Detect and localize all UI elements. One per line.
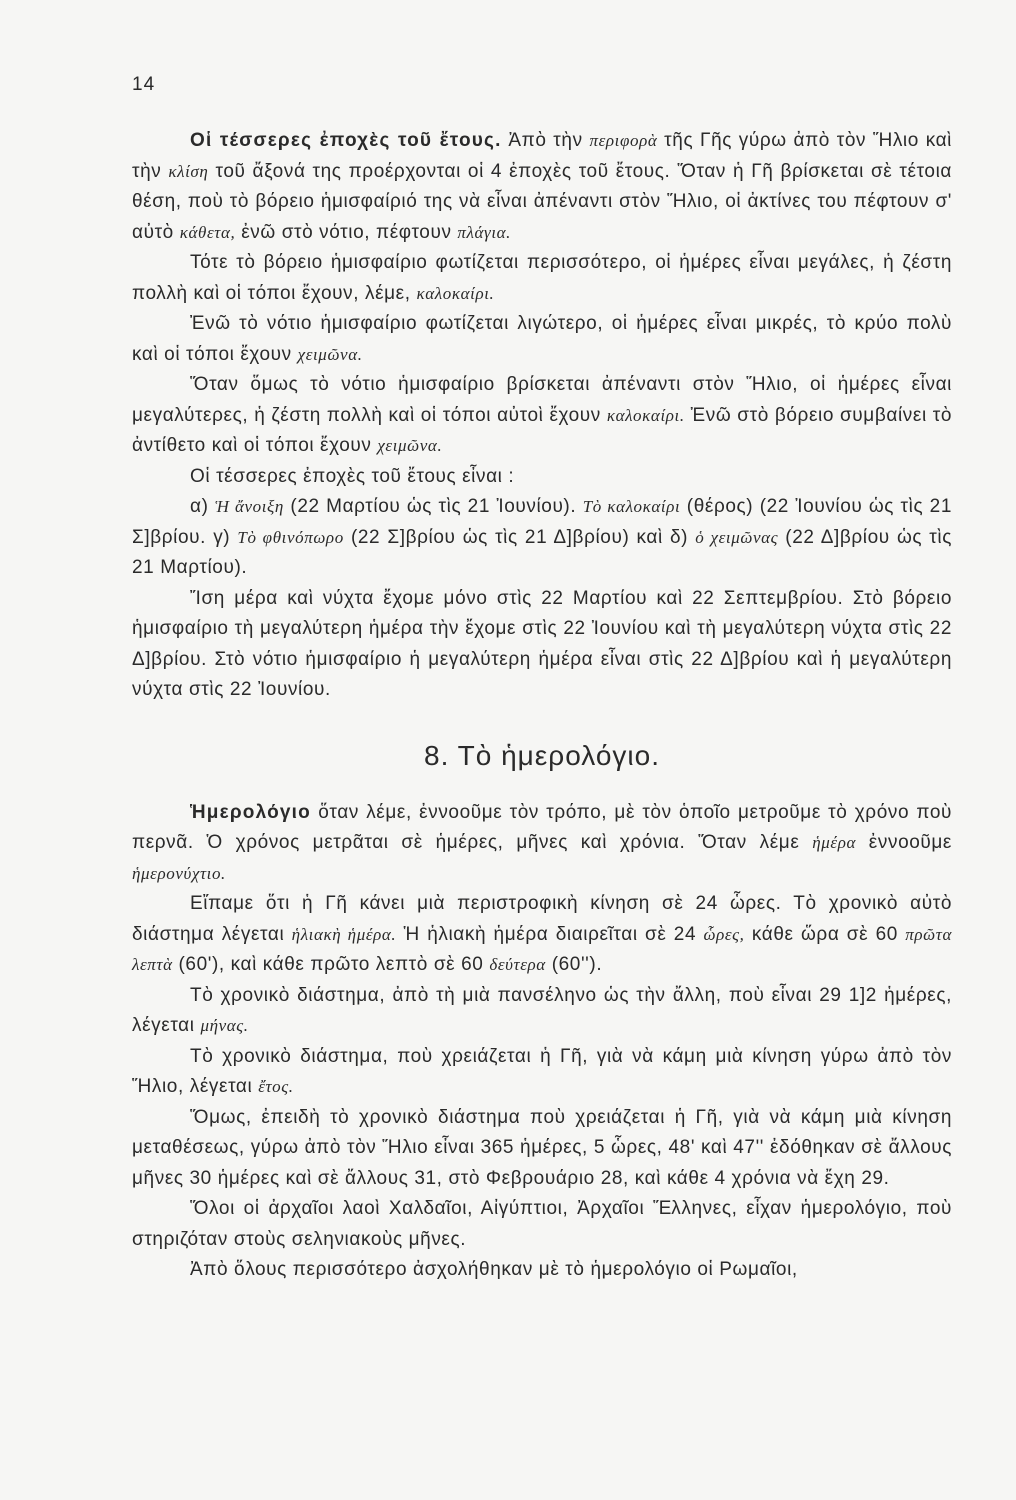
- paragraph-seasons-intro: [132, 126, 952, 248]
- run: (22 Δ]βρίου ὡς τὶς 21 Μαρτίου).: [132, 526, 952, 578]
- run: τῆς Γῆς γύρω ἀπὸ τὸν Ἥλιο καὶ τὴν: [132, 130, 952, 182]
- run-italic: Τὸ φθινόπωρο: [237, 527, 344, 547]
- run-italic: χειμῶνα.: [377, 436, 443, 455]
- paragraph-opposite: [132, 370, 952, 462]
- paragraph-calendar-def: [132, 798, 952, 890]
- run: ἐννοοῦμε: [855, 832, 953, 853]
- run: Ἐνῶ τὸ νότιο ἡμισφαίριο φωτίζεται λιγώτερο, οἱ ἡμέρες εἶναι μικρές, τὸ κρύο πολὺ καὶ οἱ τόποι ἔχουν: [132, 313, 952, 365]
- run-italic: καλοκαίρι.: [606, 405, 685, 425]
- run: Ἀπὸ τὴν: [501, 130, 590, 151]
- paragraph-solar-day: [132, 889, 952, 981]
- section-heading: 8. Τὸ ἡμερολόγιο.: [424, 739, 660, 771]
- run: ἐνῶ στὸ νότιο, πέφτουν: [235, 221, 458, 243]
- paragraph-ancient-peoples: Ὅλοι οἱ ἀρχαῖοι λαοὶ Χαλδαῖοι, Αἰγύπτιοι, Ἀρχαῖοι Ἕλληνες, εἶχαν ἡμερολόγιο, ποὺ στηριζόταν στοὺς σεληνιακοὺς μῆνες.: [132, 1198, 952, 1250]
- paragraph-south-winter: [132, 309, 952, 370]
- run: Τὸ χρονικὸ διάστημα, ἀπὸ τὴ μιὰ πανσέληνο ὡς τὴν ἄλλη, ποὺ εἶναι 29 1]2 ἡμέρες, λέγεται: [132, 984, 952, 1036]
- paragraph-four-seasons-label: Οἱ τέσσερες ἐποχὲς τοῦ ἔτους εἶναι :: [190, 465, 515, 487]
- run: τοῦ ἄξονά της προέρχονται οἱ 4 ἐποχὲς τοῦ ἔτους. Ὅταν ἡ Γῆ βρίσκεται σὲ τέτοια θέση, ποὺ τὸ βόρειο ἡμισφαίριό της νὰ εἶναι ἀπέναντι στὸν Ἥλιο, οἱ ἀκτίνες του πέφτουν σ' αὐτὸ: [132, 160, 952, 243]
- run-italic: κλίση: [168, 161, 209, 181]
- run: Ἐνῶ στὸ βόρειο συμβαίνει τὸ ἀντίθετο καὶ οἱ τόποι ἔχουν: [132, 404, 953, 456]
- run-italic: πλάγια.: [457, 222, 512, 242]
- run-italic: ἡμερονύχτιο.: [132, 863, 226, 883]
- run-heading: Ἡμερολόγιο: [190, 801, 311, 823]
- run: ὅταν λέμε, ἐννοοῦμε τὸν τρόπο, μὲ τὸν ὁποῖο μετροῦμε τὸ χρόνο ποὺ περνᾶ. Ὁ χρόνος μετρᾶται σὲ ἡμέρες, μῆνες καὶ χρόνια. Ὅταν λέμε: [132, 801, 952, 853]
- run-italic: ὧρες,: [703, 924, 745, 944]
- run: Τὸ χρονικὸ διάστημα, ποὺ χρειάζεται ἡ Γῆ, γιὰ νὰ κάμη μιὰ κίνηση γύρω ἀπὸ τὸν Ἥλιο, λέγεται: [132, 1045, 952, 1097]
- run: Ὅταν ὅμως τὸ νότιο ἡμισφαίριο βρίσκεται ἀπέναντι στὸν Ἥλιο, οἱ ἡμέρες εἶναι μεγαλύτερες, ἡ ζέστη πολλὴ καὶ οἱ τόποι αὐτοὶ ἔχουν: [132, 374, 952, 426]
- run: (60'), καὶ κάθε πρῶτο λεπτὸ σὲ 60: [172, 954, 490, 975]
- run-italic: μήνας.: [200, 1016, 249, 1035]
- run-italic: ἡμέρα: [812, 833, 856, 852]
- run-italic: ὁ χειμῶνας: [695, 527, 779, 547]
- run-italic: κάθετα,: [179, 222, 236, 242]
- run: Ἡ ἡλιακὴ ἡμέρα διαιρεῖται σὲ 24: [396, 923, 704, 945]
- run: (22 Σ]βρίου ὡς τὶς 21 Δ]βρίου) καὶ δ): [343, 526, 696, 548]
- run: α): [190, 496, 215, 517]
- run: Τότε τὸ βόρειο ἡμισφαίριο φωτίζεται περισσότερο, οἱ ἡμέρες εἶναι μεγάλες, ἡ ζέστη πολλὴ καὶ οἱ τόποι ἔχουν, λέμε,: [132, 252, 952, 304]
- run-heading: Οἱ τέσσερες ἐποχὲς τοῦ ἔτους.: [190, 130, 502, 151]
- run-italic: Τὸ καλοκαίρι: [582, 497, 681, 516]
- paragraph-year: [132, 1042, 952, 1103]
- run-italic: περιφορὰ: [589, 131, 658, 150]
- run: κάθε ὥρα σὲ 60: [744, 923, 906, 945]
- paragraph-month: [132, 981, 952, 1042]
- run-italic: ἡλιακὴ ἡμέρα.: [291, 924, 397, 944]
- paragraph-leap-year: Ὅμως, ἐπειδὴ τὸ χρονικὸ διάστημα ποὺ χρειάζεται ἡ Γῆ, γιὰ νὰ κάμη μιὰ κίνηση μεταθέσεως, γύρω ἀπὸ τὸν Ἥλιο εἶναι 365 ἡμέρες, 5 ὧρες, 48' καὶ 47'' ἐδόθηκαν σὲ ἄλλους μῆνες 30 ἡμέρες καὶ σὲ ἄλλους 31, στὸ Φεβρουάριο 28, καὶ κάθε 4 χρόνια νὰ ἔχη 29.: [132, 1106, 952, 1189]
- run: (22 Μαρτίου ὡς τὶς 21 Ἰουνίου).: [283, 496, 583, 517]
- run: (θέρος) (22 Ἰουνίου ὡς τὶς 21 Σ]βρίου. γ): [132, 496, 952, 548]
- paragraph-north-summer: [132, 248, 952, 309]
- run-italic: χειμῶνα.: [297, 344, 363, 364]
- run-italic: ἔτος.: [258, 1077, 294, 1096]
- run-italic: Ἡ ἄνοιξη: [214, 497, 284, 516]
- run-italic: δεύτερα: [489, 955, 546, 974]
- run: (60'').: [545, 954, 603, 975]
- page-body: [132, 126, 952, 1286]
- page-number: 14: [132, 74, 156, 95]
- run: Εἴπαμε ὅτι ἡ Γῆ κάνει μιὰ περιστροφικὴ κίνηση σὲ 24 ὧρες. Τὸ χρονικὸ αὐτὸ διάστημα λέγεται: [132, 893, 952, 945]
- run-italic: πρῶτα λεπτὰ: [132, 924, 952, 974]
- run-italic: καλοκαίρι.: [416, 283, 495, 303]
- paragraph-season-list: [132, 492, 952, 584]
- paragraph-equinox: Ἴση μέρα καὶ νύχτα ἔχομε μόνο στὶς 22 Μαρτίου καὶ 22 Σεπτεμβρίου. Στὸ βόρειο ἡμισφαίριο τὴ μεγαλύτερη ἡμέρα τὴν ἔχομε στὶς 22 Ἰουνίου καὶ τὴ μεγαλύτερη νύχτα στὶς 22 Δ]βρίου. Στὸ νότιο ἡμισφαίριο ἡ μεγαλύτερη ἡμέρα εἶναι στὶς 22 Δ]βρίου καὶ ἡ μεγαλύτερη νύχτα στὶς 22 Ἰουνίου.: [132, 587, 952, 700]
- paragraph-romans: Ἀπὸ ὅλους περισσότερο ἀσχολήθηκαν μὲ τὸ ἡμερολόγιο οἱ Ρωμαῖοι,: [190, 1259, 798, 1280]
